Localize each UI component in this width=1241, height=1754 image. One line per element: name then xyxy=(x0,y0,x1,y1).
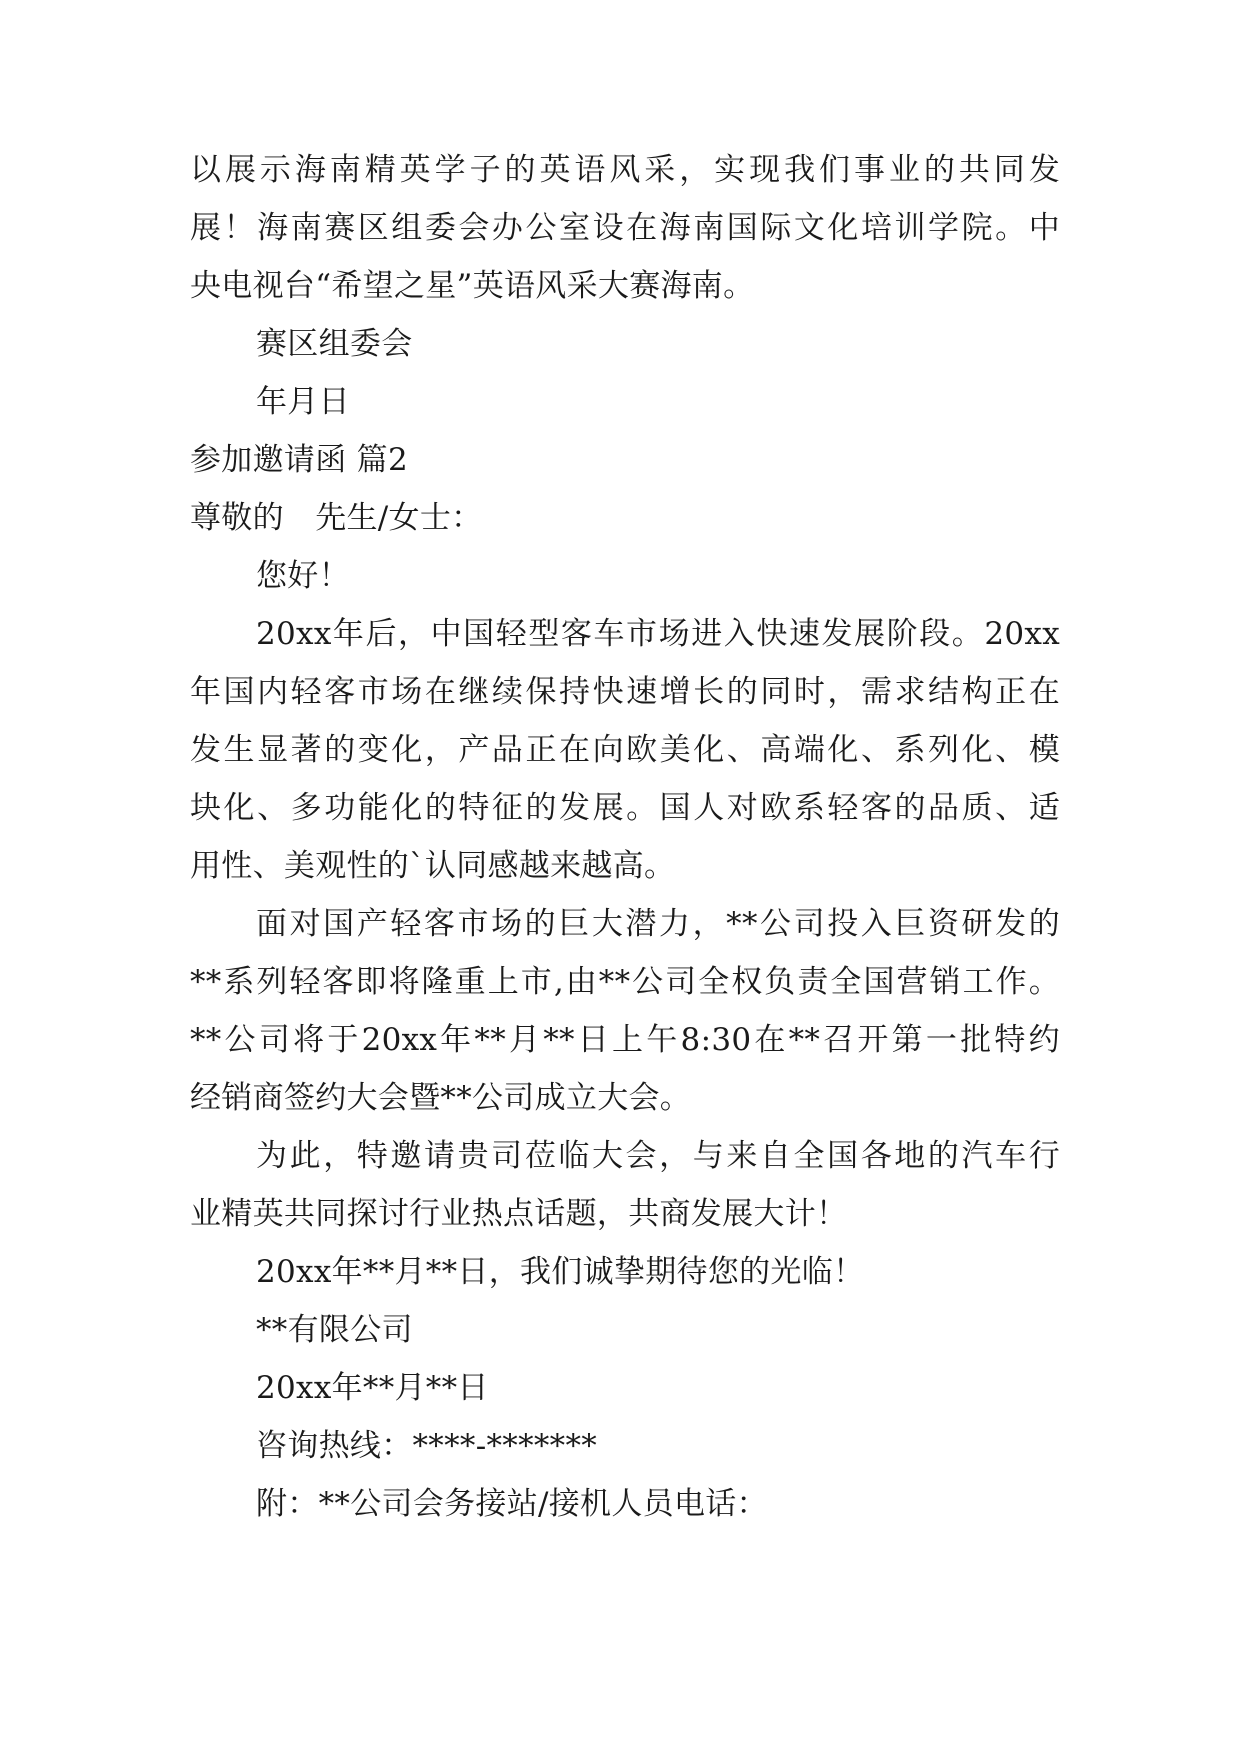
paragraph-line: 用性、美观性的`认同感越来越高。 xyxy=(190,848,676,884)
paragraph-line: 央电视台“希望之星”英语风采大赛海南。 xyxy=(190,268,755,304)
paragraph-line: 经销商签约大会暨**公司成立大会。 xyxy=(190,1080,692,1116)
paragraph-line: 块化、多功能化的特征的发展。国人对欧系轻客的品质、适 xyxy=(190,790,1060,826)
paragraph-line: 面对国产轻客市场的巨大潜力，**公司投入巨资研发的 xyxy=(256,906,1060,942)
paragraph-line: 为此，特邀请贵司莅临大会，与来自全国各地的汽车行 xyxy=(256,1138,1060,1174)
paragraph-line: 年国内轻客市场在继续保持快速增长的同时，需求结构正在 xyxy=(190,674,1060,710)
paragraph-line: 以展示海南精英学子的英语风采，实现我们事业的共同发 xyxy=(190,152,1060,188)
greeting: 您好！ xyxy=(256,558,350,594)
paragraph-line: 发生显著的变化，产品正在向欧美化、高端化、系列化、模 xyxy=(190,732,1060,768)
salutation: 尊敬的 先生/女士： xyxy=(190,500,483,536)
closing-line: 20xx年**月**日，我们诚挚期待您的光临！ xyxy=(256,1254,865,1290)
appendix-note: 附：**公司会务接站/接机人员电话： xyxy=(256,1486,768,1522)
hotline: 咨询热线：****-******* xyxy=(256,1428,598,1464)
section-heading: 参加邀请函 篇2 xyxy=(190,442,408,478)
paragraph-line: 业精英共同探讨行业热点话题，共商发展大计！ xyxy=(190,1196,848,1232)
paragraph-line: **系列轻客即将隆重上市,由**公司全权负责全国营销工作。 xyxy=(190,964,1060,1000)
paragraph-line: 20xx年后，中国轻型客车市场进入快速发展阶段。20xx xyxy=(256,616,1060,652)
signature-date: 年月日 xyxy=(256,384,350,420)
paragraph-line: **公司将于20xx年**月**日上午8:30在**召开第一批特约 xyxy=(190,1022,1060,1058)
paragraph-line: 展！海南赛区组委会办公室设在海南国际文化培训学院。中 xyxy=(190,210,1060,246)
signature-organization: 赛区组委会 xyxy=(256,326,413,362)
company-name: **有限公司 xyxy=(256,1312,413,1348)
letter-date: 20xx年**月**日 xyxy=(256,1370,489,1406)
